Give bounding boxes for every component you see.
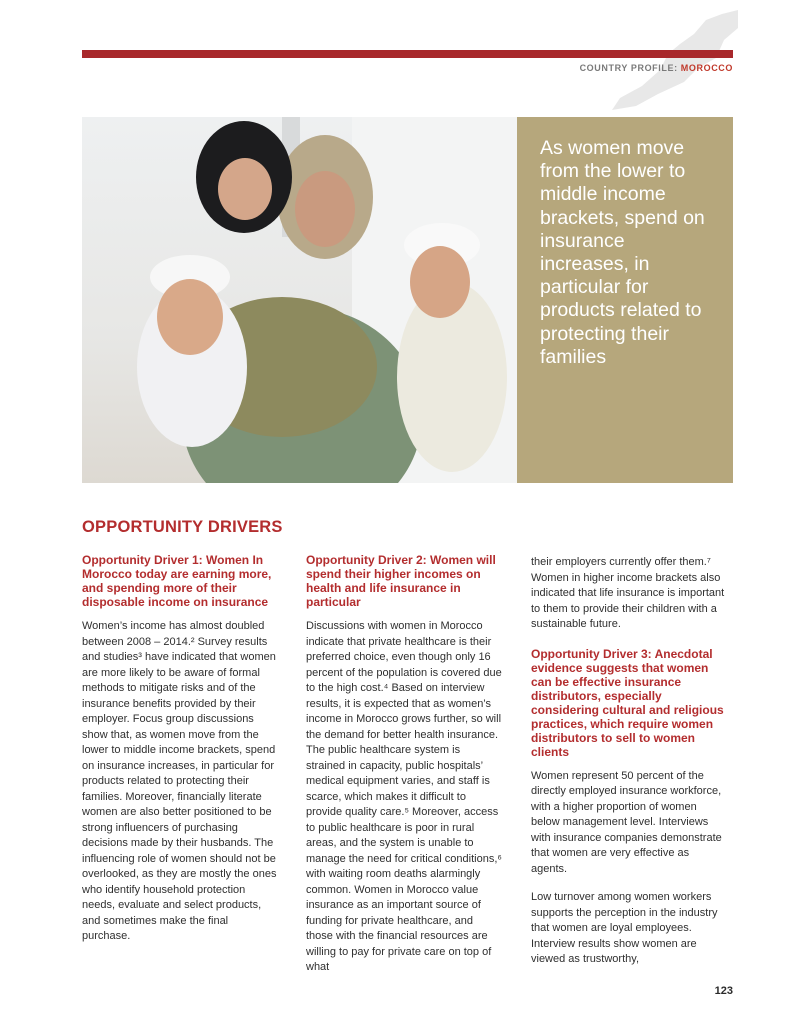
driver-3-paragraph-1: Women represent 50 percent of the directly employed insurance workforce, with a higher proportion of women below management level. Interviews with insurance companies demonstrate that women are very effective as agents.	[531, 769, 722, 875]
column-2	[306, 553, 502, 986]
driver-1-heading: Opportunity Driver 1: Women In Morocco today are earning more, and spending more of their disposable income on insurance	[82, 553, 272, 609]
page-number: 123	[714, 985, 733, 997]
driver-2-heading: Opportunity Driver 2: Women will spend their higher incomes on health and life insurance in particular	[306, 553, 496, 609]
section-title: OPPORTUNITY DRIVERS	[82, 518, 283, 536]
driver-2-paragraph: Discussions with women in Morocco indicate that private healthcare is their preferred choice, even though only 16 percent of the population is covered due to the high cost.⁴ Based on interview results, it is expected that as women’s income in Morocco grows further, so will the demand for better health insurance. The public healthcare system is strained in capacity, public hospitals’ medical equipment varies, and staff is scarce, which makes it difficult to provide quality care.⁵ Moreover, access to public healthcare is poor in rural areas, and the system is unable to manage the need for critical conditions,⁶ with waiting room deaths alarmingly common. Women in Morocco value insurance as an important source of funding for private healthcare, and those with the financial resources are willing to pay for private care on top of what	[306, 620, 502, 973]
profile-prefix: COUNTRY PROFILE:	[579, 63, 678, 73]
country-profile-label	[580, 63, 733, 73]
column-1	[82, 553, 278, 955]
family-photo-illustration	[82, 117, 517, 483]
driver-2-continued-paragraph: their employers currently offer them.⁷ Women in higher income brackets also indicated that life insurance is important to them to provide their children with a sustainable future.	[531, 556, 725, 630]
pull-quote	[517, 117, 733, 483]
header-rule	[82, 50, 733, 58]
country-name: MOROCCO	[680, 63, 733, 73]
family-photo	[82, 117, 517, 483]
driver-3-paragraph-2: Low turnover among women workers supports the perception in the industry that women are loyal employees. Interview results show women are viewed as trustworthy,	[531, 891, 718, 965]
morocco-map-icon	[598, 10, 738, 110]
pull-quote-text: As women move from the lower to middle income brackets, spend on insurance increases, in particular for products related to protecting their families	[540, 137, 705, 368]
column-3	[531, 555, 727, 978]
driver-3-heading: Opportunity Driver 3: Anecdotal evidence suggests that women can be effective insurance distributors, especially considering cultural and religious practices, which require women distributors to sell to women clients	[531, 646, 724, 759]
driver-1-paragraph: Women’s income has almost doubled between 2008 – 2014.² Survey results and studies³ have indicated that women are more likely to be aware of formal methods to mitigate risks and of the insurance benefits provided by their employer. Focus group discussions show that, as women move from the lower to middle income brackets, spend on insurance increases, in particular for products related to protecting their families. Moreover, financially literate women are also better positioned to be strong influencers of purchasing decisions made by their husbands. The influencing role of women should not be overlooked, as they are mostly the ones who identify household protection needs, evaluate and select products, and sometimes make the final purchase.	[82, 620, 277, 942]
